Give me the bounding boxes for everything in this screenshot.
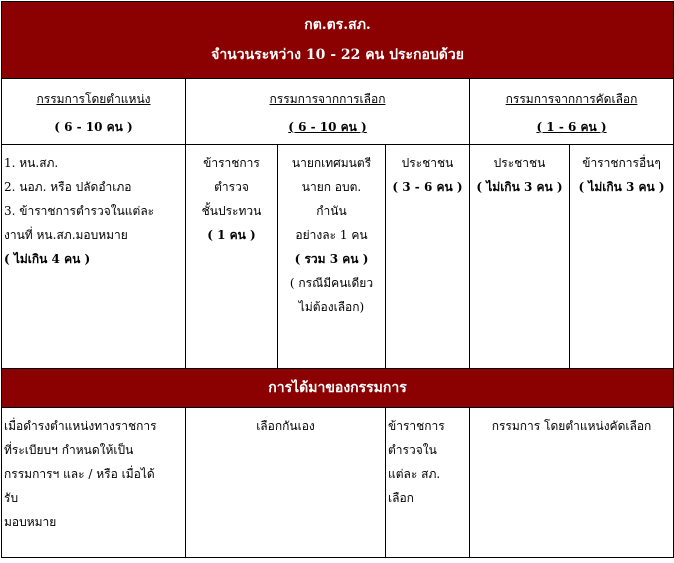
list-item: 2. นอภ. หรือ ปลัดอำเภอ xyxy=(4,180,132,194)
list-item: เลือก xyxy=(388,491,414,505)
position-limit: ( ไม่เกิน 4 คน ) xyxy=(4,252,91,266)
list-item: ข้าราชการอื่นๆ xyxy=(582,156,661,170)
acquisition-elected-text: เลือกกันเอง xyxy=(256,419,315,433)
group-elected-label: กรรมการจากการเลือก xyxy=(269,92,386,106)
list-item: ประชาชน xyxy=(493,156,546,170)
list-item: ที่ระเบียบฯ กำหนดให้เป็น xyxy=(4,443,134,457)
selected-public-count: ( ไม่เกิน 3 คน ) xyxy=(476,180,563,194)
acquisition-elected-cell xyxy=(186,408,386,558)
list-item: มอบหมาย xyxy=(4,515,57,529)
selected-other-cell xyxy=(570,145,674,369)
list-item: ข้าราชการ xyxy=(388,419,445,433)
elected-police-cell xyxy=(186,145,278,369)
group-selected-label: กรรมการจากการคัดเลือก xyxy=(505,92,638,106)
list-item: ตำรวจใน xyxy=(388,443,437,457)
elected-public-cell xyxy=(386,145,470,369)
group-elected xyxy=(186,79,470,145)
group-elected-count: ( 6 - 10 คน ) xyxy=(288,120,367,134)
group-selected-count: ( 1 - 6 คน ) xyxy=(536,120,607,134)
list-item: ตำรวจ xyxy=(214,180,249,194)
list-item: งานที่ หน.สภ.มอบหมาย xyxy=(4,228,128,242)
list-item: กำนัน xyxy=(316,204,347,218)
acquisition-police-cell xyxy=(386,408,470,558)
elected-local-note: ไม่ต้องเลือก) xyxy=(298,300,365,314)
list-item: ข้าราชการ xyxy=(203,156,260,170)
list-item: ประชาชน xyxy=(401,156,454,170)
list-item: กรรมการฯ และ / หรือ เมื่อได้ xyxy=(4,467,155,481)
list-item: ชั้นประทวน xyxy=(201,204,262,218)
list-item: 1. หน.สภ. xyxy=(4,156,59,170)
selected-other-count: ( ไม่เกิน 3 คน ) xyxy=(578,180,665,194)
group-selected xyxy=(470,79,674,145)
elected-public-count: ( 3 - 6 คน ) xyxy=(392,180,463,194)
group-position-count: ( 6 - 10 คน ) xyxy=(54,120,133,134)
position-members-cell xyxy=(2,145,186,369)
elected-local-note: ( กรณีมีคนเดียว xyxy=(289,276,374,290)
list-item: นายก อบต. xyxy=(301,180,362,194)
acquisition-position-cell xyxy=(2,408,186,558)
list-item: รับ xyxy=(4,491,19,505)
committee-table xyxy=(1,1,674,558)
list-item: นายกเทศมนตรี xyxy=(291,156,372,170)
section-title: การได้มาของกรรมการ xyxy=(268,380,407,396)
list-item: 3. ข้าราชการตำรวจในแต่ละ xyxy=(4,204,155,218)
acquisition-selected-text: กรรมการ โดยตำแหน่งคัดเลือก xyxy=(491,419,652,433)
list-item: เมื่อดำรงตำแหน่งทางราชการ xyxy=(4,419,157,433)
page-title: กต.ตร.สภ. xyxy=(304,17,371,33)
page-subtitle: จำนวนระหว่าง 10 - 22 คน ประกอบด้วย xyxy=(211,47,464,63)
list-item: แต่ละ สภ. xyxy=(388,467,441,481)
group-position-label: กรรมการโดยตำแหน่ง xyxy=(36,92,151,106)
list-item: อย่างละ 1 คน xyxy=(295,228,368,242)
elected-police-count: ( 1 คน ) xyxy=(207,228,256,242)
group-position xyxy=(2,79,186,145)
acquisition-selected-cell xyxy=(470,408,674,558)
header-banner xyxy=(2,2,674,79)
elected-local-cell xyxy=(278,145,386,369)
elected-local-count: ( รวม 3 คน ) xyxy=(294,252,369,266)
acquisition-banner xyxy=(2,369,674,408)
selected-public-cell xyxy=(470,145,570,369)
